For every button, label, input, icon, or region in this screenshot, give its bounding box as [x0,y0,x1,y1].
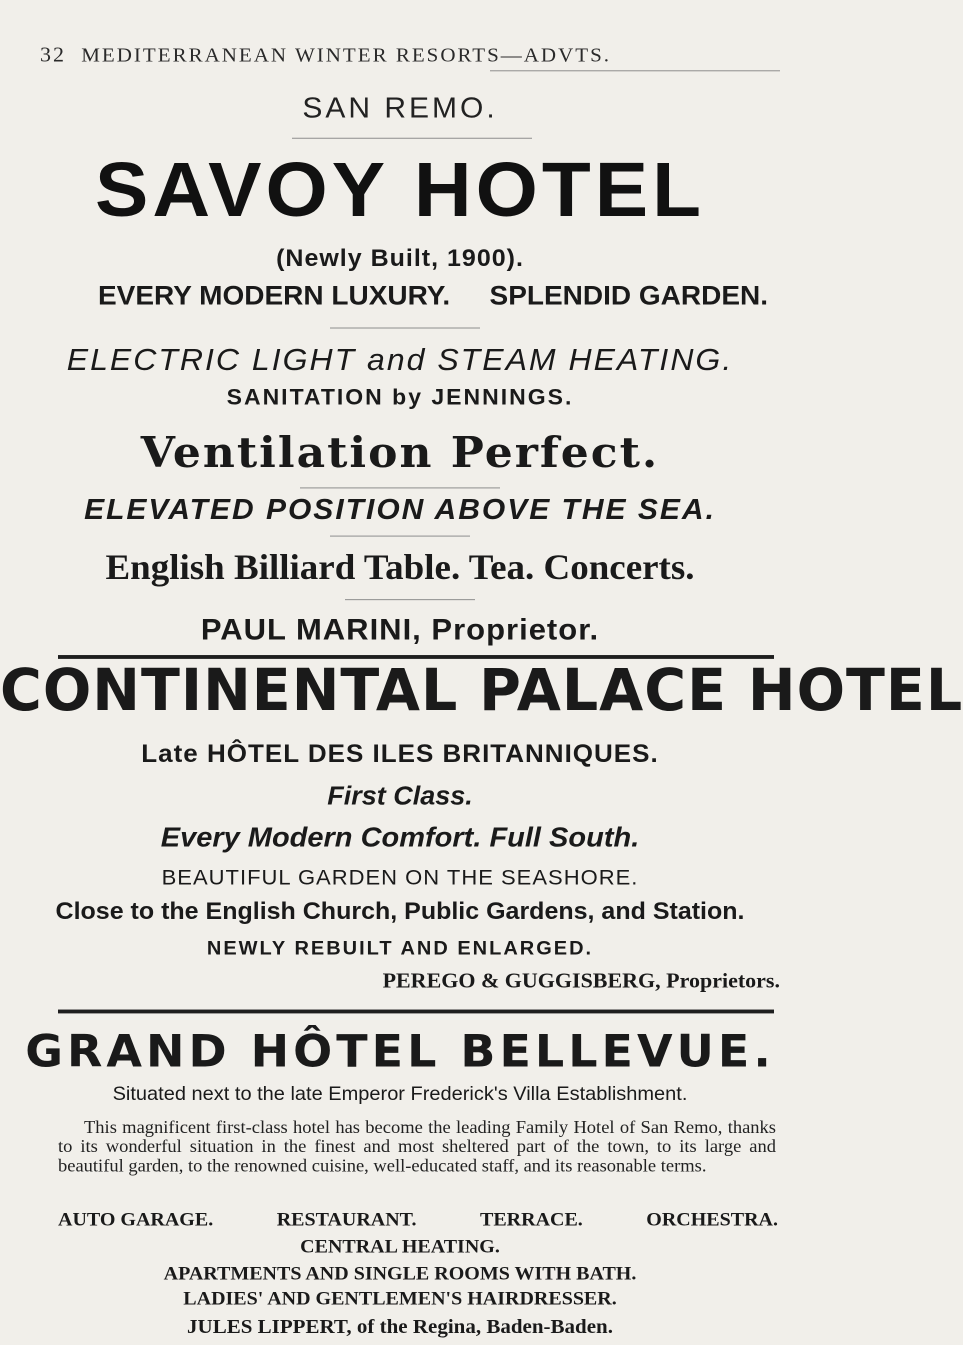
savoy-built: (Newly Built, 1900). [276,244,524,272]
savoy-hotel-title: SAVOY HOTEL [94,146,705,233]
location-heading: SAN REMO. [302,92,498,125]
divider [300,487,500,488]
savoy-ventilation: Ventilation Perfect. [140,428,660,478]
bellevue-amenity: ORCHESTRA. [646,1208,778,1231]
bellevue-amenity: TERRACE. [480,1208,583,1231]
savoy-features-row [98,280,768,311]
bellevue-heating: CENTRAL HEATING. [300,1235,500,1258]
bellevue-amenities-row [58,1209,778,1231]
savoy-amenities: English Billiard Table. Tea. Concerts. [105,548,695,588]
bellevue-amenity: AUTO GARAGE. [58,1208,214,1231]
bellevue-proprietor: JULES LIPPERT, of the Regina, Baden-Baden. [187,1314,613,1339]
divider [330,328,480,329]
divider [345,599,475,600]
bellevue-description [58,1118,776,1176]
savoy-luxury: EVERY MODERN LUXURY. [98,280,451,311]
continental-rebuilt: NEWLY REBUILT AND ENLARGED. [206,938,594,960]
savoy-garden: SPLENDID GARDEN. [489,280,768,311]
continental-comfort: Every Modern Comfort. Full South. [160,822,640,854]
running-title: MEDITERRANEAN WINTER RESORTS—ADVTS. [81,43,612,67]
savoy-sanitation: SANITATION by JENNINGS. [226,384,574,410]
bellevue-description-text: This magnificent first-class hotel has become the leading Family Hotel of San Remo, thanks to its wonderful situation in the finest and most sheltered part of the town, to its large and beautiful garden, to the renowned cuisine, well-educated staff, and its reasonable terms. [58,1118,776,1177]
continental-class: First Class. [327,781,473,811]
continental-proprietors: PEREGO & GUGGISBERG, Proprietors. [382,968,780,993]
savoy-elevated: ELEVATED POSITION ABOVE THE SEA. [84,494,716,526]
header-rule [490,70,780,71]
page-header [40,42,780,67]
page-number: 32 [40,42,66,67]
bellevue-situated: Situated next to the late Emperor Frederick's Villa Establishment. [112,1083,688,1105]
divider [330,536,470,537]
bellevue-apartments: APARTMENTS AND SINGLE ROOMS WITH BATH. [163,1262,637,1285]
divider [292,138,532,139]
section-rule [58,1010,774,1014]
savoy-electric: ELECTRIC LIGHT and STEAM HEATING. [66,341,734,377]
continental-former-name: Late HÔTEL DES ILES BRITANNIQUES. [141,738,659,768]
savoy-proprietor: PAUL MARINI, Proprietor. [200,612,600,647]
continental-hotel-title: CONTINENTAL PALACE HOTEL [0,657,963,725]
continental-garden: BEAUTIFUL GARDEN ON THE SEASHORE. [161,865,639,890]
bellevue-hotel-title: GRAND HÔTEL BELLEVUE. [25,1024,775,1077]
continental-location: Close to the English Church, Public Gardens, and Station. [55,897,745,925]
bellevue-amenity: RESTAURANT. [276,1208,417,1231]
bellevue-hairdresser: LADIES' AND GENTLEMEN'S HAIRDRESSER. [183,1287,617,1310]
